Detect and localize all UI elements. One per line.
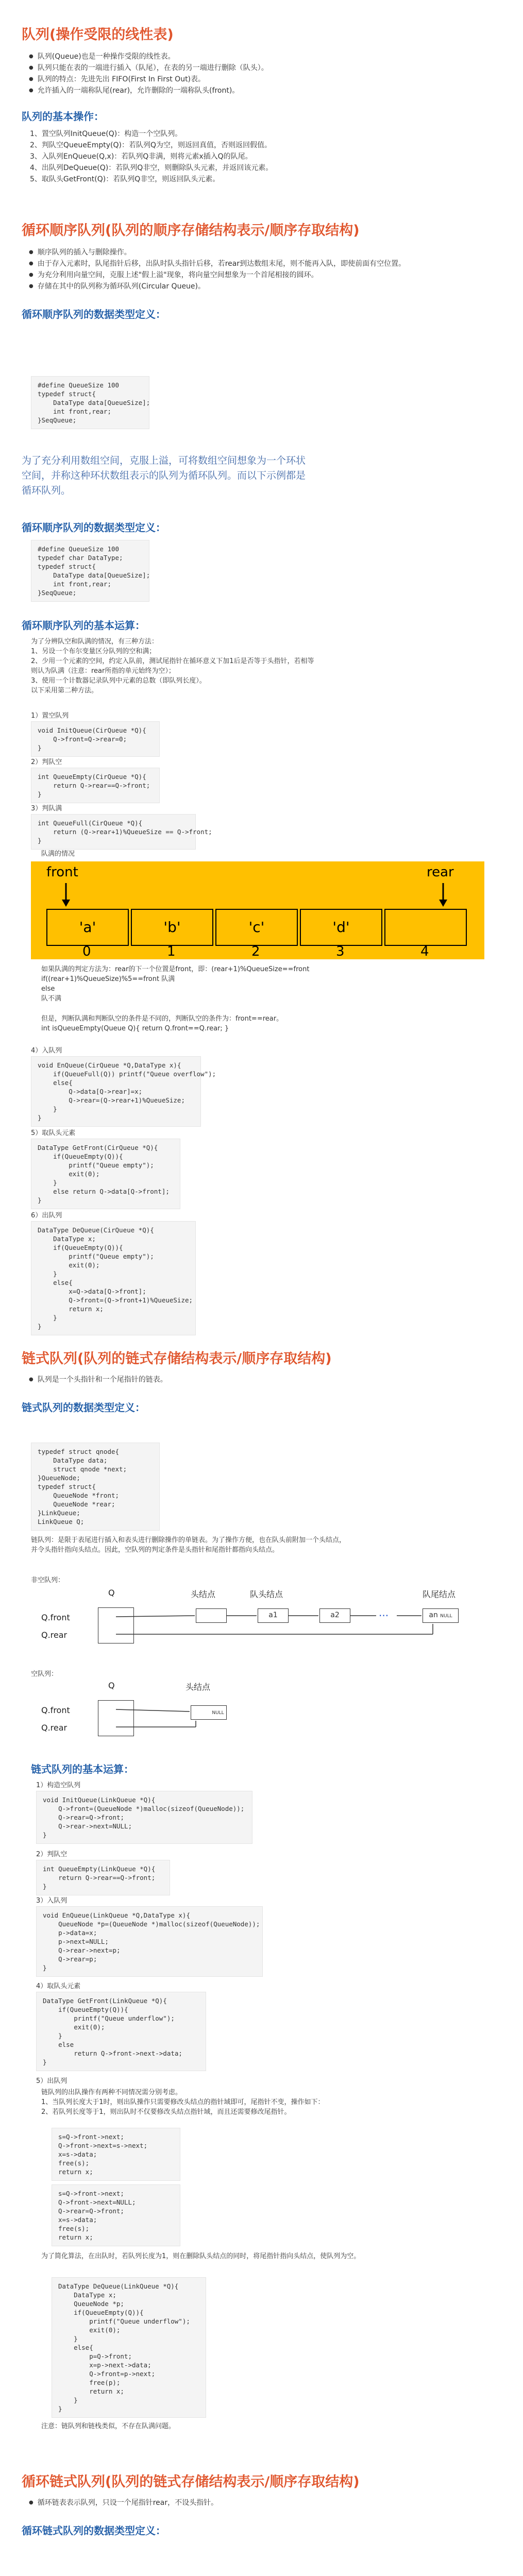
subsection-title: 循环顺序队列的数据类型定义： bbox=[22, 521, 166, 534]
code-line: else{ bbox=[58, 2344, 93, 2351]
code-line: if(QueueEmpty(Q)){ bbox=[38, 1244, 123, 1251]
cell-index: 4 bbox=[420, 944, 429, 959]
head-node-label: 头结点 bbox=[191, 1589, 216, 1599]
linked-queue-diagram bbox=[41, 1587, 474, 1664]
code-line: exit(0); bbox=[38, 1261, 100, 1269]
subsection-title: 链式队列的基本运算： bbox=[31, 1763, 134, 1775]
code-line: else{ bbox=[38, 1079, 73, 1087]
rear-arrow-head bbox=[439, 900, 447, 907]
ops-list bbox=[22, 129, 501, 184]
step-label: 6）出队列 bbox=[31, 1212, 62, 1219]
q-label: Q bbox=[108, 1588, 115, 1598]
code-line: exit(0); bbox=[43, 2023, 105, 2031]
code-line: QueueNode *p; bbox=[58, 2300, 124, 2308]
code-line: printf("Queue underflow"); bbox=[58, 2317, 190, 2325]
front-node-label: 队头结点 bbox=[250, 1589, 283, 1599]
ops-item: 3、入队列EnQueue(Q,x)：若队列Q非满，则将元素x插入Q的队尾。 bbox=[30, 152, 252, 161]
code-line: }SeqQueue; bbox=[38, 589, 77, 597]
code-block bbox=[31, 1139, 180, 1209]
bullet-list bbox=[22, 52, 501, 96]
queue-cell: 'c' bbox=[215, 909, 298, 946]
step-label: 3）入队列 bbox=[36, 1897, 68, 1905]
code-block bbox=[52, 2184, 180, 2246]
code-line: int front,rear; bbox=[38, 580, 111, 588]
section-title: 循环顺序队列(队列的顺序存储结构表示/顺序存取结构) bbox=[22, 223, 360, 239]
step-label: 4）入队列 bbox=[31, 1047, 62, 1055]
code-line: } bbox=[43, 2058, 47, 2066]
code-line: DataType DeQueue(LinkQueue *Q){ bbox=[58, 2282, 179, 2290]
section-circular-linked-queue bbox=[22, 2473, 501, 2538]
queue-cell bbox=[384, 909, 467, 946]
bullet-item: ● 顺序队列的插入与删除操作。 bbox=[29, 247, 501, 258]
code-line: } bbox=[38, 1196, 42, 1204]
note-line: 链队列的出队操作有两种不同情况需分别考虑。 bbox=[41, 2089, 182, 2096]
code-line: void EnQueue(LinkQueue *Q,DataType x){ bbox=[43, 1911, 190, 1919]
code-block bbox=[31, 1221, 196, 1335]
front-pointer-arrow bbox=[116, 1709, 190, 1711]
intro-line: 2、少用一个元素的空间，约定入队前，测试尾指针在循环意义下加1后是否等于头指针，若相等则认为队满（注意：rear所指的单元始终为空）； bbox=[31, 657, 314, 675]
front-pointer-arrow bbox=[116, 1616, 195, 1617]
paragraph: 链队列：是限于表尾进行插入和表头进行删除操作的单链表。为了操作方便，也在队头前附加一个头结点，并令头指针指向头结点。因此，空队列的判定条件是头指针和尾指针都指向头结点。 bbox=[31, 1536, 346, 1554]
section-linked-queue bbox=[22, 1350, 501, 1415]
code-line: return x; bbox=[58, 2233, 93, 2241]
ops-item: 1、置空队列InitQueue(Q)：构造一个空队列。 bbox=[30, 130, 182, 138]
intro-line: 1、另设一个布尔变量区分队列的空和满； bbox=[31, 648, 156, 655]
qfront-label: Q.front bbox=[41, 1613, 70, 1622]
code-block bbox=[31, 1443, 160, 1531]
code-line: p->next=NULL; bbox=[43, 1938, 109, 1945]
code-line: Q->rear->next=NULL; bbox=[43, 1822, 132, 1830]
bullet-item: ● 队列只能在表的一端进行插入（队尾），在表的另一端进行删除（队头）。 bbox=[29, 63, 501, 73]
code-line: else bbox=[43, 2041, 74, 2048]
code-line: } bbox=[38, 1179, 57, 1187]
section-title: 链式队列(队列的链式存储结构表示/顺序存取结构) bbox=[22, 1351, 332, 1367]
code-line: else{ bbox=[38, 1279, 73, 1286]
code-line: DataType x; bbox=[38, 1235, 96, 1243]
code-line: if(QueueEmpty(Q)){ bbox=[38, 1153, 123, 1160]
code-line: }QueueNode; bbox=[38, 1474, 80, 1482]
bullet-item: ● 由于存入元素时，队尾指针后移，出队时队头指针后移，若rear到达数组末尾，则不能再入队，即使前面有空位置。 bbox=[29, 259, 501, 269]
step-label: 2）判队空 bbox=[36, 1851, 68, 1858]
note-line: 但是，判断队满和判断队空的条件是不同的，判断队空的条件为：front==rear。 bbox=[41, 1015, 283, 1023]
code-line: } bbox=[38, 1105, 57, 1113]
code-line: free(s); bbox=[58, 2225, 90, 2232]
code-line: DataType data; bbox=[38, 1456, 108, 1464]
code-line: void InitQueue(CirQueue *Q){ bbox=[38, 726, 146, 734]
qfront-label: Q.front bbox=[41, 1705, 70, 1715]
null-label: NULL bbox=[440, 1614, 452, 1619]
cell-index: 0 bbox=[82, 944, 91, 959]
step-label: 1）构造空队列 bbox=[36, 1782, 81, 1789]
code-line: Q->rear=Q->front; bbox=[43, 1814, 125, 1821]
code-line: } bbox=[38, 744, 42, 752]
code-line: } bbox=[38, 1270, 57, 1278]
code-line: } bbox=[43, 1831, 47, 1839]
diagram-caption: 队满的情况 bbox=[41, 850, 75, 858]
code-line: typedef struct{ bbox=[38, 390, 96, 398]
note-line: 2、若队列长度等于1，则出队时不仅要修改头结点指针域，而且还需要修改尾指针。 bbox=[41, 2108, 291, 2116]
code-line: } bbox=[58, 2335, 78, 2343]
code-line: QueueNode *rear; bbox=[38, 1500, 115, 1508]
note-list bbox=[41, 964, 361, 1004]
bullet-item: ● 队列是一个头指针和一个尾指针的链表。 bbox=[29, 1375, 501, 1385]
code-line: typedef struct{ bbox=[38, 563, 96, 570]
intro-line: 3、使用一个计数器记录队列中元素的总数（即队列长度）。 bbox=[31, 677, 206, 685]
code-line: if(QueueEmpty(Q)){ bbox=[58, 2309, 144, 2316]
diagram-label: 空队列： bbox=[31, 1670, 58, 1678]
code-line: return Q->front->next->data; bbox=[43, 2049, 182, 2057]
code-line: void EnQueue(CirQueue *Q,DataType x){ bbox=[38, 1061, 181, 1069]
code-line: exit(0); bbox=[38, 1170, 100, 1178]
code-block bbox=[36, 1791, 252, 1844]
subsection-title: 链式队列的数据类型定义： bbox=[22, 1401, 145, 1414]
intro-line: 以下采用第二种方法。 bbox=[31, 687, 98, 694]
tail-node-label: 队尾结点 bbox=[423, 1589, 456, 1599]
bullet-item: ● 存储在其中的队列称为循环队列(Circular Queue)。 bbox=[29, 281, 501, 292]
bullet-item: ● 队列的特点：先进先出 FIFO(First In First Out)表。 bbox=[29, 74, 501, 84]
code-block bbox=[31, 540, 149, 602]
note-line: 队不满 bbox=[41, 995, 62, 1003]
code-block bbox=[31, 1056, 216, 1127]
code-line: return (Q->rear+1)%QueueSize == Q->front; bbox=[38, 828, 212, 836]
rear-label: rear bbox=[427, 865, 454, 880]
code-line: Q->front->next=s->next; bbox=[58, 2142, 148, 2149]
step-label: 1）置空队列 bbox=[31, 712, 69, 720]
ellipsis: ··· bbox=[379, 1609, 389, 1622]
bullet-item: ● 队列(Queue)也是一种操作受限的线性表。 bbox=[29, 52, 501, 62]
empty-linked-queue-diagram bbox=[41, 1680, 247, 1752]
code-line: free(s); bbox=[58, 2159, 90, 2167]
code-line: DataType data[QueueSize]; bbox=[38, 571, 150, 579]
code-line: QueueNode *p=(QueueNode *)malloc(sizeof(QueueNode)); bbox=[43, 1920, 260, 1928]
code-line: Q->front=Q->rear=0; bbox=[38, 735, 127, 743]
code-line: }LinkQueue; bbox=[38, 1509, 80, 1517]
section-queue bbox=[22, 26, 501, 185]
code-line: } bbox=[38, 1314, 57, 1321]
code-block bbox=[31, 376, 149, 429]
ops-item: 2、判队空QueueEmpty(Q)：若队列Q为空，则返回真值，否则返回假值。 bbox=[30, 141, 272, 149]
head-node-label: 头结点 bbox=[185, 1682, 211, 1692]
step-label: 5）出队列 bbox=[36, 2077, 68, 2085]
code-line: Q->front=(QueueNode *)malloc(sizeof(QueueNode)); bbox=[43, 1805, 245, 1812]
code-line: else return Q->data[Q->front]; bbox=[38, 1188, 170, 1195]
code-block bbox=[31, 721, 160, 757]
code-line: typedef char DataType; bbox=[38, 554, 123, 562]
code-line: printf("Queue empty"); bbox=[38, 1161, 154, 1169]
bullet-list bbox=[22, 1375, 501, 1385]
code-line: Q->rear=p; bbox=[43, 1955, 97, 1963]
code-line: Q->front=(Q->front+1)%QueueSize; bbox=[38, 1296, 193, 1304]
code-line: typedef struct{ bbox=[38, 1483, 96, 1490]
bullet-item: ● 允许插入的一端称队尾(rear)，允许删除的一端称队头(front)。 bbox=[29, 86, 501, 96]
note-list bbox=[41, 2088, 361, 2117]
step-label: 2）判队空 bbox=[31, 758, 62, 766]
section-title: 循环链式队列(队列的链式存储结构表示/顺序存取结构) bbox=[22, 2474, 360, 2490]
bullet-item: ● 循环链表表示队列，只设一个尾指针rear，不设头指针。 bbox=[29, 2498, 501, 2508]
code-line: } bbox=[38, 837, 42, 844]
code-line: return x; bbox=[58, 2387, 124, 2395]
subsection-title: 循环链式队列的数据类型定义： bbox=[22, 2524, 166, 2537]
subsection-title: 循环顺序队列的数据类型定义： bbox=[22, 308, 166, 320]
code-line: #define QueueSize 100 bbox=[38, 381, 120, 389]
code-line: p=Q->front; bbox=[58, 2352, 132, 2360]
code-line: int front,rear; bbox=[38, 408, 111, 415]
code-block bbox=[31, 768, 160, 803]
queue-cell: 'a' bbox=[46, 909, 129, 946]
code-line: } bbox=[43, 1964, 47, 1972]
code-block bbox=[31, 814, 212, 850]
section-title: 队列(操作受限的线性表) bbox=[22, 27, 174, 43]
node-an-label: an bbox=[429, 1611, 438, 1619]
code-line: if(QueueEmpty(Q)){ bbox=[43, 2006, 128, 2013]
code-line: #define QueueSize 100 bbox=[38, 545, 120, 553]
bullet-item: ● 为充分利用向量空间，克服上述"假上溢"现象，将向量空间想象为一个首尾相接的圆环。 bbox=[29, 270, 501, 280]
code-line: int QueueEmpty(LinkQueue *Q){ bbox=[43, 1865, 156, 1873]
ops-item: 5、取队头GetFront(Q)：若队列Q非空，则返回队头元素。 bbox=[30, 175, 220, 183]
code-line: DataType GetFront(CirQueue *Q){ bbox=[38, 1144, 158, 1151]
code-line: typedef struct qnode{ bbox=[38, 1448, 120, 1455]
code-line: DataType DeQueue(CirQueue *Q){ bbox=[38, 1226, 154, 1234]
code-line: exit(0); bbox=[58, 2326, 121, 2334]
code-block bbox=[52, 2277, 206, 2418]
code-line: printf("Queue underflow"); bbox=[43, 2014, 175, 2022]
diagram-label: 非空队列： bbox=[31, 1577, 65, 1584]
note-line: if((rear+1)%QueueSize)%5==front 队满 bbox=[41, 975, 175, 983]
code-line: x=s->data; bbox=[58, 2216, 97, 2224]
code-line: printf("Queue empty"); bbox=[38, 1252, 154, 1260]
empty-queue-arrows bbox=[41, 1680, 247, 1752]
code-line: Q->rear->next=p; bbox=[43, 1946, 121, 1954]
note-line: 如果队满的判定方法为：rear的下一个位置是front，即：(rear+1)%QueueSize==front bbox=[41, 965, 310, 973]
code-line: } bbox=[38, 1114, 42, 1122]
note-list bbox=[41, 1014, 371, 1033]
node-a1-label: a1 bbox=[268, 1611, 278, 1619]
note-line: int isQueueEmpty(Queue Q){ return Q.front==Q.rear; } bbox=[41, 1025, 229, 1032]
q-label: Q bbox=[108, 1681, 115, 1690]
cell-index: 1 bbox=[167, 944, 176, 959]
queue-cell: 'd' bbox=[300, 909, 382, 946]
linked-queue-arrows bbox=[41, 1587, 474, 1664]
paragraph: 为了简化算法，在出队时，若队列长度为1，则在删除队头结点的同时，将尾指针指向头结点，使队列为空。 bbox=[41, 2252, 361, 2260]
code-line: return x; bbox=[38, 1305, 104, 1313]
ops-intro bbox=[31, 637, 319, 696]
queue-cell: 'b' bbox=[131, 909, 213, 946]
code-line: } bbox=[38, 790, 42, 798]
step-label: 5）取队头元素 bbox=[31, 1129, 76, 1137]
subsection-title: 循环顺序队列的基本运算： bbox=[22, 619, 145, 632]
code-line: } bbox=[38, 1323, 42, 1330]
code-line: int QueueFull(CirQueue *Q){ bbox=[38, 819, 143, 827]
front-arrow-head bbox=[62, 900, 70, 907]
qrear-label: Q.rear bbox=[41, 1630, 68, 1640]
section-circular-queue bbox=[22, 222, 501, 321]
code-line: Q->front->next=NULL; bbox=[58, 2198, 136, 2206]
code-line: p->data=x; bbox=[43, 1929, 97, 1937]
front-label: front bbox=[46, 865, 78, 880]
code-line: int QueueEmpty(CirQueue *Q){ bbox=[38, 773, 146, 781]
ops-item: 4、出队列DeQueue(Q)：若队列Q非空，则删除队头元素，并返回该元素。 bbox=[30, 164, 273, 172]
code-block bbox=[36, 1992, 206, 2071]
code-line: return x; bbox=[58, 2168, 93, 2176]
code-line: } bbox=[58, 2396, 78, 2404]
code-line: s=Q->front->next; bbox=[58, 2190, 124, 2197]
code-line: void InitQueue(LinkQueue *Q){ bbox=[43, 1796, 156, 1804]
code-line: x=p->next->data; bbox=[58, 2361, 151, 2369]
code-line: return Q->rear==Q->front; bbox=[43, 1874, 156, 1882]
cell-index: 3 bbox=[336, 944, 345, 959]
code-line: s=Q->front->next; bbox=[58, 2133, 124, 2141]
code-line: free(p); bbox=[58, 2379, 121, 2386]
code-block bbox=[52, 2128, 180, 2181]
bullet-list bbox=[22, 2498, 501, 2508]
note-line: else bbox=[41, 985, 55, 993]
node-a2-label: a2 bbox=[330, 1611, 340, 1619]
note-line: 1、当队列长度大于1时，则出队操作只需要修改头结点的指针域即可，尾指针不变，操作如下： bbox=[41, 2098, 325, 2106]
paragraph: 为了充分利用数组空间，克服上溢，可将数组空间想象为一个环状空间，并称这种环状数组表示的队列为循环队列。而以下示例都是循环队列。 bbox=[22, 455, 306, 496]
step-label: 4）取队头元素 bbox=[36, 1982, 81, 1990]
code-line: } bbox=[43, 2032, 62, 2040]
paragraph: 注意：链队列和链栈类似，不存在队满问题。 bbox=[41, 2422, 176, 2430]
code-block bbox=[36, 1906, 263, 1977]
code-line: Q->front=p->next; bbox=[58, 2370, 156, 2378]
code-line: Q->rear=Q->front; bbox=[58, 2207, 124, 2215]
bullet-list bbox=[22, 247, 501, 292]
code-line: if(QueueFull(Q)) printf("Queue overflow"); bbox=[38, 1070, 216, 1078]
code-line: return Q->rear==Q->front; bbox=[38, 782, 150, 789]
code-line: DataType x; bbox=[58, 2291, 116, 2299]
intro-line: 为了分辨队空和队满的情况，有三种方法： bbox=[31, 638, 159, 646]
code-line: } bbox=[58, 2405, 62, 2413]
subsection-title: 队列的基本操作： bbox=[22, 110, 104, 123]
code-line: QueueNode *front; bbox=[38, 1492, 120, 1499]
code-line: DataType GetFront(LinkQueue *Q){ bbox=[43, 1997, 167, 2005]
code-line: Q->data[Q->rear]=x; bbox=[38, 1088, 143, 1095]
code-line: Q->rear=(Q->rear+1)%QueueSize; bbox=[38, 1096, 185, 1104]
code-line: x=s->data; bbox=[58, 2150, 97, 2158]
code-line: } bbox=[43, 1883, 47, 1890]
code-line: DataType data[QueueSize]; bbox=[38, 399, 150, 406]
code-block bbox=[36, 1860, 170, 1895]
null-label: NULL bbox=[212, 1710, 224, 1716]
cell-index: 2 bbox=[251, 944, 260, 959]
code-line: LinkQueue Q; bbox=[38, 1518, 85, 1526]
queue-full-diagram bbox=[31, 861, 484, 959]
qrear-label: Q.rear bbox=[41, 1723, 68, 1733]
code-line: struct qnode *next; bbox=[38, 1465, 127, 1473]
code-line: }SeqQueue; bbox=[38, 416, 77, 424]
step-label: 3）判队满 bbox=[31, 805, 62, 812]
code-line: x=Q->data[Q->front]; bbox=[38, 1287, 146, 1295]
